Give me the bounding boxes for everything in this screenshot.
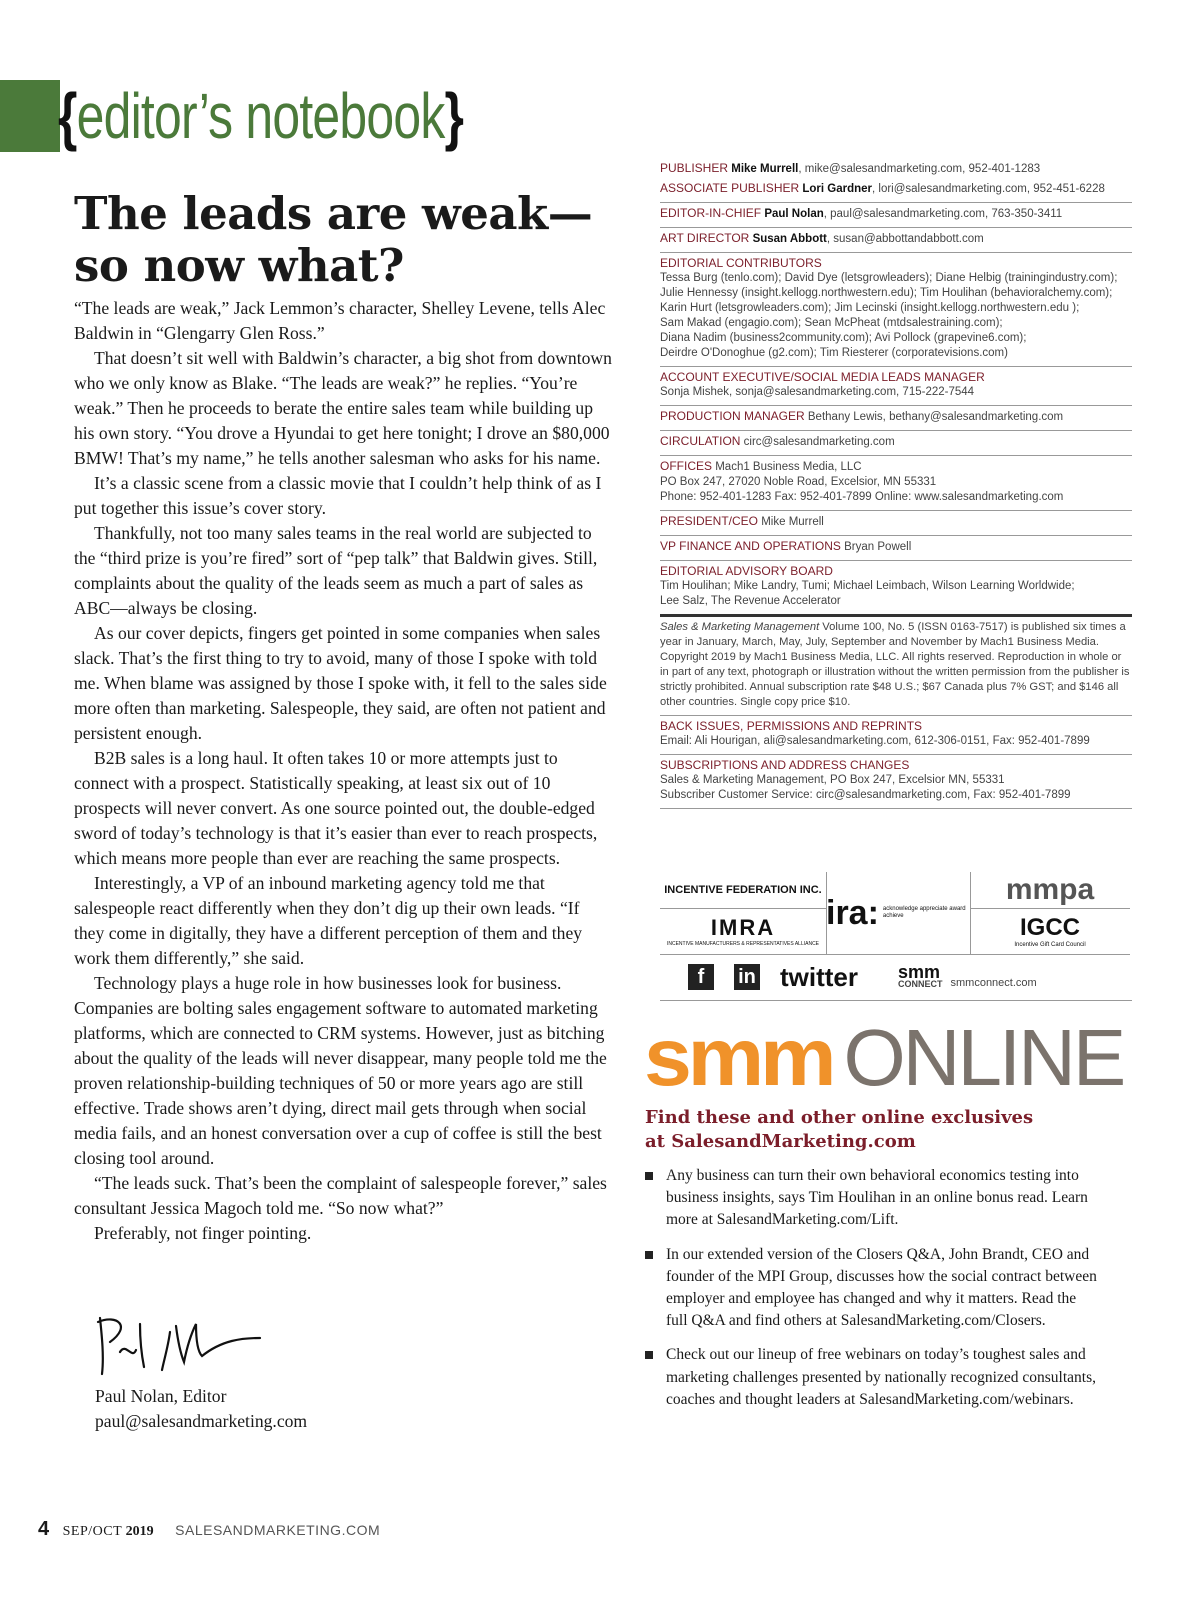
ira-logo: ira: acknowledge appreciate award achieve — [826, 872, 971, 955]
masthead-production: PRODUCTION MANAGER Bethany Lewis, bethany@salesandmarketing.com — [660, 406, 1132, 431]
paragraph: Technology plays a huge role in how businesses look for business. Companies are bolting sales engagement software to automated marketing platforms, which are connected to CRM systems. However, just as bitching about the quality of the leads will never disappear, many people told me the proven relationship-building techniques of 50 or more years ago are still effective. Trade shows aren’t dying, direct mail gets through when social media fails, and an honest conversation over a cup of coffee is still the best closing tool around. — [74, 973, 607, 1168]
paragraph: Thankfully, not too many sales teams in the real world are subjected to the “third prize is you’re fired” sort of “pep talk” that Baldwin gives. Still, complaints about the quality of the leads seem as much a part of sales as ABC—always be closing. — [74, 523, 598, 618]
smm-connect-logo[interactable]: smm CONNECT — [898, 962, 943, 989]
masthead-subscriptions: SUBSCRIPTIONS AND ADDRESS CHANGES Sales & Marketing Management, PO Box 247, Excelsior MN, 55331 Subscriber Customer Service: circ@salesandmarketing.com, Fax: 952-401-7899 — [660, 755, 1132, 809]
smm-online-logo — [644, 1012, 1124, 1103]
masthead — [660, 158, 1132, 809]
open-brace: { — [58, 80, 77, 152]
signature-email: paul@salesandmarketing.com — [95, 1411, 308, 1431]
online-exclusives-list — [645, 1165, 1100, 1423]
mmpa-logo: mmpa — [970, 872, 1130, 909]
paragraph: As our cover depicts, fingers get pointed in some companies when sales slack. That’s the first thing to try to avoid, many of those I spoke with told me. When blame was assigned by those I spoke with, it fell to the sales side more often than marketing. Salespeople, they said, are often not patient and persistent enough. — [74, 623, 607, 743]
section-title-text: editor’s notebook — [76, 80, 445, 152]
masthead-advisory-board: EDITORIAL ADVISORY BOARD Tim Houlihan; Mike Landry, Tumi; Michael Leimbach, Wilson Learning Worldwide; Lee Salz, The Revenue Accelerator — [660, 561, 1132, 617]
paragraph: That doesn’t sit well with Baldwin’s character, a big shot from downtown who we only know as Blake. “The leads are weak?” he replies. “You’re weak.” Then he proceeds to berate the entire sales team while building up his own story. “You drove a Hyundai to get here tonight; I drove an $80,000 BMW! That’s my name,” he tells another salesman who asks for his name. — [74, 348, 612, 468]
masthead-art-director: ART DIRECTOR Susan Abbott, susan@abbottandabbott.com — [660, 228, 1132, 253]
issue-date: SEP/OCT — [62, 1524, 123, 1539]
paragraph: “The leads are weak,” Jack Lemmon’s character, Shelley Levene, tells Alec Baldwin in “Glengarry Glen Ross.” — [74, 298, 606, 343]
smm-connect-url[interactable]: smmconnect.com — [950, 977, 1037, 989]
igcc-logo: IGCC Incentive Gift Card Council — [970, 908, 1130, 955]
masthead-publisher: PUBLISHER Mike Murrell, mike@salesandmarketing.com, 952-401-1283 — [660, 161, 1041, 175]
facebook-icon[interactable]: f — [688, 964, 714, 990]
footer-site: SALESANDMARKETING.COM — [175, 1522, 381, 1538]
section-title — [58, 76, 463, 156]
masthead-editor-in-chief: EDITOR-IN-CHIEF Paul Nolan, paul@salesandmarketing.com, 763-350-3411 — [660, 203, 1132, 228]
paragraph: Preferably, not finger pointing. — [94, 1223, 312, 1243]
headline-line-2: so now what? — [74, 239, 404, 292]
list-item: Any business can turn their own behavioral economics testing into business insights, says Tim Houlihan in an online bonus read. Learn more at SalesandMarketing.com/Lift. — [645, 1165, 1100, 1232]
masthead-vp-finance: VP FINANCE AND OPERATIONS Bryan Powell — [660, 536, 1132, 561]
online-exclusives-heading: Find these and other online exclusives at SalesandMarketing.com — [645, 1107, 1034, 1152]
masthead-offices: OFFICES Mach1 Business Media, LLC PO Box 247, 27020 Noble Road, Excelsior, MN 55331 Phone: 952-401-1283 Fax: 952-401-7899 Online: www.salesandmarketing.com — [660, 456, 1132, 511]
masthead-circulation: CIRCULATION circ@salesandmarketing.com — [660, 431, 1132, 456]
twitter-icon[interactable]: twitter — [780, 961, 858, 992]
headline — [74, 188, 614, 292]
issue-year: 2019 — [125, 1524, 154, 1539]
linkedin-icon[interactable]: in — [734, 964, 760, 990]
paragraph: Interestingly, a VP of an inbound marketing agency told me that salespeople react differently when they don’t dig up their own leads. “If they come in digitally, they have a different perception of them and they work them differently,” she said. — [74, 873, 583, 968]
online-wordmark: ONLINE — [843, 1013, 1124, 1102]
masthead-assoc-publisher: ASSOCIATE PUBLISHER Lori Gardner, lori@salesandmarketing.com, 952-451-6228 — [660, 178, 1132, 203]
smm-wordmark: smm — [644, 1012, 833, 1103]
headline-line-1: The leads are weak— — [74, 187, 593, 240]
paragraph: “The leads suck. That’s been the complaint of salespeople forever,” sales consultant Jessica Magoch told me. “So now what?” — [74, 1173, 607, 1218]
header-accent-bar — [0, 80, 60, 152]
social-links — [660, 954, 1132, 1001]
list-item: In our extended version of the Closers Q&A, John Brandt, CEO and founder of the MPI Group, discusses how the social contract between employer and employee has changed and why it matters. Read the full Q&A and find others at SalesandMarketing.com/Closers. — [645, 1244, 1100, 1333]
article-body — [74, 296, 614, 1246]
masthead-contributors: EDITORIAL CONTRIBUTORS Tessa Burg (tenlo.com); David Dye (letsgrowleaders); Diane Helbig (trainingindustry.com); Julie Hennessy (insight.kellogg.northwestern.edu); Tim Houlihan (behavioralchemy.com); Karin Hurt (letsgrowleaders.com); Jim Lecinski (insight.kellogg.northwestern.edu ); Sam Makad (engagio.com); Sean McPheat (mtdsalestraining.com); Diana Nadim (business2community.com); Avi Pollock (grapevine6.com); Deirdre O'Donoghue (g2.com); Tim Riesterer (corporatevisions.com) — [660, 253, 1132, 367]
masthead-back-issues: BACK ISSUES, PERMISSIONS AND REPRINTS Email: Ali Hourigan, ali@salesandmarketing.com, 612-306-0151, Fax: 952-401-7899 — [660, 716, 1132, 755]
handwritten-signature — [92, 1312, 272, 1382]
imra-logo: IMRA INCENTIVE MANUFACTURERS & REPRESENTATIVES ALLIANCE — [660, 908, 827, 955]
paragraph: B2B sales is a long haul. It often takes 10 or more attempts just to connect with a prospect. Statistically speaking, at least six out of 10 prospects will never convert. As one source pointed out, the double-edged sword of today’s technology is that it’s easier than ever to reach prospects, which means more people than ever are reaching the same prospects. — [74, 748, 598, 868]
list-item: Check out our lineup of free webinars on today’s toughest sales and marketing challenges presented by nationally recognized consultants, coaches and thought leaders at SalesandMarketing.com/webinars. — [645, 1344, 1100, 1411]
masthead-account-exec: ACCOUNT EXECUTIVE/SOCIAL MEDIA LEADS MANAGER Sonja Mishek, sonja@salesandmarketing.com, 715-222-7544 — [660, 367, 1132, 406]
page-number: 4 — [38, 1518, 50, 1540]
page-footer — [38, 1518, 380, 1541]
masthead-publication-info: Sales & Marketing Management Volume 100, No. 5 (ISSN 0163-7517) is published six times a year in January, March, May, July, September and November by Mach1 Business Media. Copyright 2019 by Mach1 Business Media, LLC. All rights reserved. Reproduction in whole or in part of any text, photograph or illustration without the written permission from the publisher is strictly prohibited. Annual subscription rate $48 U.S.; $67 Canada plus 7% GST; and $146 all other countries. Single copy price $10. — [660, 617, 1132, 716]
close-brace: } — [444, 80, 464, 152]
paragraph: It’s a classic scene from a classic movie that I couldn’t help think of as I put together this issue’s cover story. — [74, 473, 602, 518]
ifi-logo: INCENTIVE FEDERATION INC. — [660, 872, 827, 909]
masthead-president: PRESIDENT/CEO Mike Murrell — [660, 511, 1132, 536]
signature-name: Paul Nolan, Editor — [95, 1386, 227, 1406]
